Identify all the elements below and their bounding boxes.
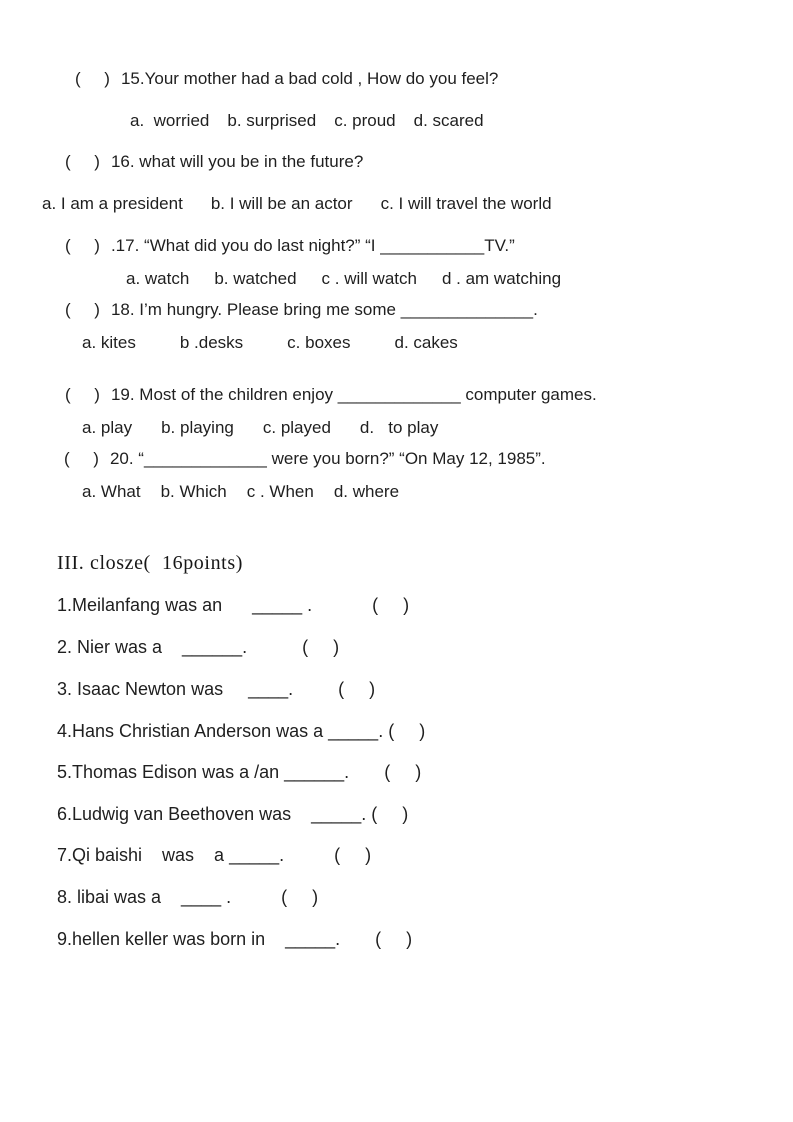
question-18-option-d: d. cakes — [394, 333, 458, 352]
question-15-option-d: d. scared — [413, 111, 484, 130]
question-18-options — [82, 332, 458, 354]
question-17-option-c: c . will watch — [321, 269, 417, 288]
question-19-options — [82, 417, 438, 439]
cloze-section-heading: III. closze( 16points) — [57, 552, 243, 574]
question-16-option-b: b. I will be an actor — [210, 194, 353, 213]
cloze-item-8: 8. libai was a ____ . ( ) — [57, 887, 319, 907]
question-18-option-b: b .desks — [179, 333, 244, 352]
question-16-options — [42, 193, 552, 215]
question-19 — [65, 384, 597, 406]
cloze-item-6: 6.Ludwig van Beethoven was _____. ( ) — [57, 804, 409, 824]
cloze-item-2: 2. Nier was a ______. ( ) — [57, 637, 340, 657]
question-17-option-d: d . am watching — [441, 269, 562, 288]
question-19-option-d: d. to play — [359, 418, 439, 437]
question-20-options — [82, 481, 399, 503]
answer-paren-16: ( ) — [65, 152, 100, 171]
question-20-option-a: a. What — [82, 482, 141, 501]
question-18-option-a: a. kites — [82, 333, 136, 352]
question-16-option-a: a. I am a president — [42, 194, 183, 213]
question-16-option-c: c. I will travel the world — [380, 194, 552, 213]
answer-paren-15: ( ) — [75, 69, 110, 88]
cloze-item-1: 1.Meilanfang was an _____ . ( ) — [57, 595, 410, 615]
question-20 — [64, 448, 546, 470]
question-17-option-b: b. watched — [214, 269, 297, 288]
question-19-text: 19. Most of the children enjoy _____________ computer games. — [110, 385, 597, 404]
cloze-item-3: 3. Isaac Newton was ____. ( ) — [57, 679, 376, 699]
cloze-item-4: 4.Hans Christian Anderson was a _____. ( ) — [57, 721, 426, 741]
question-15-option-a: a. worried — [130, 111, 210, 130]
question-19-option-a: a. play — [82, 418, 133, 437]
answer-paren-20: ( ) — [64, 449, 99, 468]
question-20-option-d: d. where — [333, 482, 400, 501]
question-17-option-a: a. watch — [126, 269, 190, 288]
question-17 — [65, 235, 515, 257]
answer-paren-17: ( ) — [65, 236, 100, 255]
question-18 — [65, 299, 538, 321]
question-20-option-c: c . When — [246, 482, 314, 501]
question-18-option-c: c. boxes — [287, 333, 351, 352]
question-19-option-c: c. played — [262, 418, 331, 437]
cloze-item-5: 5.Thomas Edison was a /an ______. ( ) — [57, 762, 422, 782]
question-18-text: 18. I’m hungry. Please bring me some ______________. — [110, 300, 538, 319]
question-15-option-c: c. proud — [334, 111, 396, 130]
question-15-option-b: b. surprised — [227, 111, 317, 130]
answer-paren-19: ( ) — [65, 385, 100, 404]
question-16-text: 16. what will you be in the future? — [110, 152, 364, 171]
question-17-text: .17. “What did you do last night?” “I ___________TV.” — [110, 236, 515, 255]
answer-paren-18: ( ) — [65, 300, 100, 319]
question-15-options — [130, 110, 484, 132]
question-20-text: 20. “_____________ were you born?” “On May 12, 1985”. — [109, 449, 546, 468]
cloze-item-9: 9.hellen keller was born in _____. ( ) — [57, 929, 413, 949]
question-15 — [75, 68, 498, 90]
question-20-option-b: b. Which — [160, 482, 227, 501]
question-15-text: 15.Your mother had a bad cold , How do you feel? — [120, 69, 499, 88]
question-16 — [65, 151, 363, 173]
question-17-options — [126, 268, 561, 290]
question-19-option-b: b. playing — [161, 418, 234, 437]
cloze-item-7: 7.Qi baishi was a _____. ( ) — [57, 845, 372, 865]
